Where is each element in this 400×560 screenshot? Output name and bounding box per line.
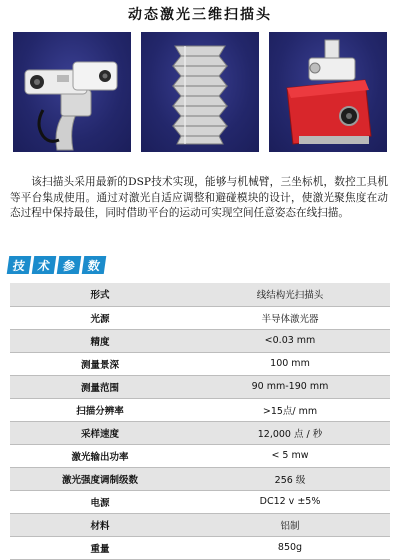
spec-label: 材料 <box>10 513 190 536</box>
spec-row <box>10 329 390 352</box>
red-scanner-module-image <box>269 32 387 152</box>
section-title-char: 术 <box>32 256 57 274</box>
spec-label: 采样速度 <box>10 421 190 444</box>
bellows-cover-icon <box>141 32 259 152</box>
spec-row <box>10 352 390 375</box>
spec-value: 铝制 <box>190 513 390 536</box>
red-scanner-module-icon <box>269 32 387 152</box>
spec-table <box>10 283 390 560</box>
spec-label: 激光强度调制级数 <box>10 467 190 490</box>
scanner-on-arm-image <box>13 32 131 152</box>
spec-row <box>10 513 390 536</box>
spec-value: <0.03 mm <box>190 329 390 352</box>
spec-label: 激光输出功率 <box>10 444 190 467</box>
bellows-cover-image <box>141 32 259 152</box>
section-title-tech-params <box>8 256 108 274</box>
spec-row <box>10 398 390 421</box>
spec-value: 12,000 点 / 秒 <box>190 421 390 444</box>
section-title-char: 参 <box>57 256 82 274</box>
spec-row <box>10 306 390 329</box>
spec-row <box>10 444 390 467</box>
spec-label: 精度 <box>10 329 190 352</box>
spec-label: 形式 <box>10 283 190 306</box>
spec-row <box>10 421 390 444</box>
spec-label: 光源 <box>10 306 190 329</box>
spec-value: >15点/ mm <box>190 398 390 421</box>
spec-label: 测量景深 <box>10 352 190 375</box>
spec-label: 测量范围 <box>10 375 190 398</box>
intro-paragraph: 该扫描头采用最新的DSP技术实现，能够与机械臂，三坐标机，数控工具机等平台集成使用。通过对激光自适应调整和避碰模块的设计，使激光聚焦度在动态过程中保持最佳，同时借助平台的运动可实现空间任意姿态在线扫描。 <box>10 176 388 219</box>
spec-row <box>10 283 390 306</box>
spec-label: 扫描分辨率 <box>10 398 190 421</box>
spec-value: < 5 mw <box>190 444 390 467</box>
spec-value: DC12 v ±5% <box>190 490 390 513</box>
spec-value: 850g <box>190 536 390 559</box>
spec-value: 256 级 <box>190 467 390 490</box>
spec-value: 90 mm-190 mm <box>190 375 390 398</box>
spec-row <box>10 536 390 559</box>
spec-value: 线结构光扫描头 <box>190 283 390 306</box>
spec-label: 重量 <box>10 536 190 559</box>
page-title: 动态激光三维扫描头 <box>128 7 272 23</box>
spec-row <box>10 490 390 513</box>
spec-value: 100 mm <box>190 352 390 375</box>
section-title-char: 数 <box>82 256 107 274</box>
spec-row <box>10 375 390 398</box>
laser-scanner-head-on-arm-icon <box>13 32 131 152</box>
spec-value: 半导体激光器 <box>190 306 390 329</box>
spec-row <box>10 467 390 490</box>
section-title-char: 技 <box>7 256 32 274</box>
spec-label: 电源 <box>10 490 190 513</box>
